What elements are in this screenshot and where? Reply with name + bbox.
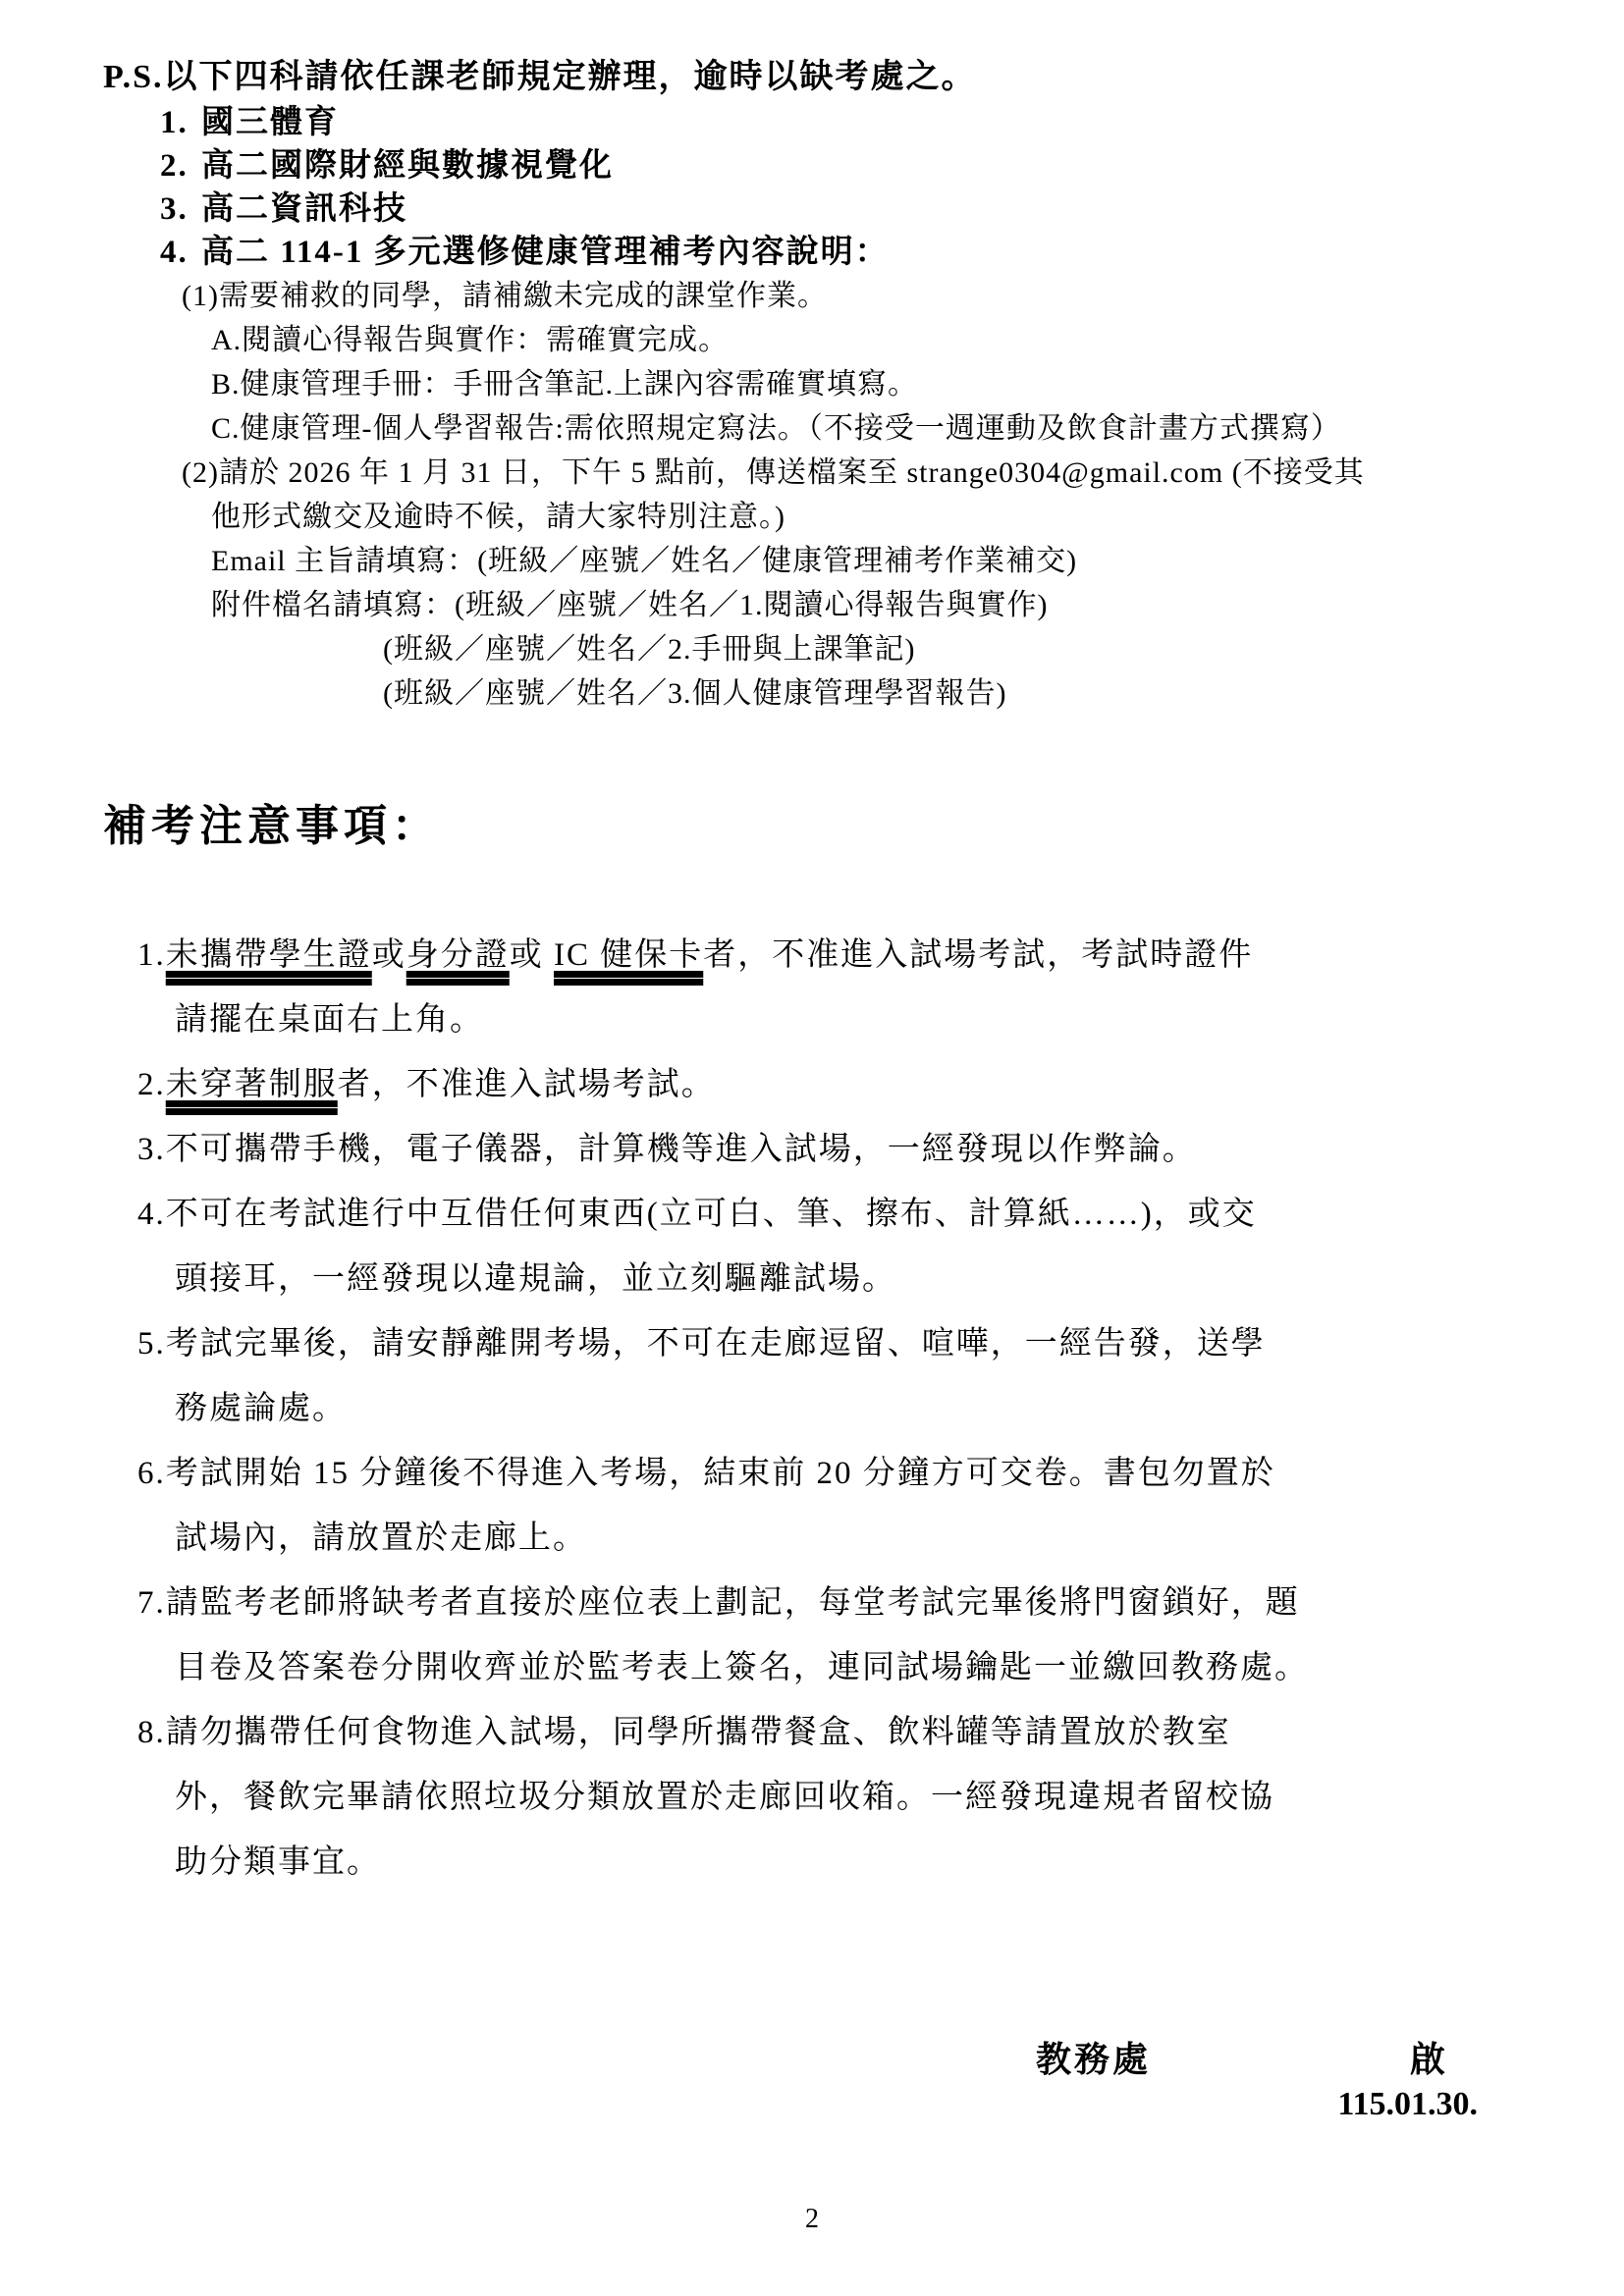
detail-line: 附件檔名請填寫：(班級／座號／姓名／1.閱讀心得報告與實作) [211, 589, 1049, 621]
detail-line: (2)請於 2026 年 1 月 31 日，下午 5 點前，傳送檔案至 strange0304@gmail.com (不接受其 [182, 456, 1365, 489]
note-text-segment: 未攜帶學生證 [165, 937, 372, 973]
footer-closing: 啟 [1409, 2040, 1448, 2079]
note-item-line [175, 1376, 1624, 1441]
footer-department: 教務處 [1036, 2040, 1152, 2079]
subject-number: 1. [160, 105, 189, 140]
note-text-segment: 不可在考試進行中互借任何東西(立可白、筆、擦布、計算紙……)，或交 [165, 1197, 1257, 1232]
note-text-segment: 者，不准進入試場考試。 [337, 1067, 716, 1102]
note-text-segment: 助分類事宜。 [175, 1844, 381, 1880]
note-text-segment: 頭接耳，一經發現以違規論，並立刻驅離試場。 [175, 1261, 896, 1297]
detail-line: (1)需要補救的同學，請補繳未完成的課堂作業。 [182, 280, 828, 312]
detail-line: B.健康管理手冊：手冊含筆記.上課內容需確實填寫。 [211, 368, 919, 400]
subject-item [160, 144, 1624, 187]
detail-line: (班級／座號／姓名／3.個人健康管理學習報告) [383, 677, 1007, 710]
note-number: 3. [137, 1132, 166, 1167]
subject-text: 高二 114-1 多元選修健康管理補考內容說明： [201, 235, 890, 270]
note-text-segment: 請擺在桌面右上角。 [175, 1002, 484, 1038]
note-item-line [175, 1506, 1624, 1571]
note-text-segment: 考試開始 15 分鐘後不得進入考場，結束前 20 分鐘方可交卷。書包勿置於 [165, 1456, 1275, 1491]
note-text-segment: 請監考老師將缺考者直接於座位表上劃記，每堂考試完畢後將門窗鎖好，題 [165, 1585, 1300, 1621]
note-item-line [137, 1117, 1624, 1182]
ps-heading: P.S.以下四科請依任課老師規定辦理，逾時以缺考處之。 [103, 59, 977, 95]
note-text-segment: 外，餐飲完畢請依照垃圾分類放置於走廊回收箱。一經發現違規者留校協 [175, 1780, 1274, 1815]
note-item-line [137, 1052, 1624, 1117]
note-item-line [175, 1247, 1624, 1311]
note-text-segment: 或 [509, 937, 554, 973]
note-number: 5. [137, 1326, 166, 1362]
note-text-segment: 者，不准進入試場考試，考試時證件 [703, 937, 1254, 973]
note-number: 7. [137, 1585, 166, 1621]
subject-number: 3. [160, 191, 189, 227]
note-text-segment: 目卷及答案卷分開收齊並於監考表上簽名，連同試場鑰匙一並繳回教務處。 [175, 1650, 1309, 1685]
note-text-segment: 未穿著制服 [165, 1067, 338, 1102]
subject-text: 高二國際財經與數據視覺化 [201, 148, 614, 184]
note-item-line [137, 1700, 1624, 1765]
notes-list [0, 923, 1624, 1895]
note-item-line [137, 1182, 1624, 1247]
subject-text: 國三體育 [201, 105, 339, 140]
subject-item [160, 101, 1624, 144]
note-number: 1. [137, 937, 166, 973]
note-text-segment: 身分證 [406, 937, 510, 973]
note-text-segment: 試場內，請放置於走廊上。 [175, 1521, 587, 1556]
detail-line: A.閱讀心得報告與實作：需確實完成。 [211, 324, 730, 356]
note-text-segment: 考試完畢後，請安靜離開考場，不可在走廊逗留、喧嘩，一經告發，送學 [165, 1326, 1266, 1362]
footer-date: 115.01.30. [1337, 2086, 1478, 2122]
note-item-line [175, 1635, 1624, 1700]
ps-detail-list [0, 274, 1624, 716]
note-text-segment: 不可攜帶手機，電子儀器，計算機等進入試場，一經發現以作弊論。 [165, 1132, 1197, 1167]
note-number: 4. [137, 1197, 166, 1232]
detail-line: Email 主旨請填寫：(班級／座號／姓名／健康管理補考作業補交) [211, 545, 1078, 577]
footer-signature [1036, 2037, 1448, 2082]
note-item-line [175, 1765, 1624, 1830]
ps-subject-list [0, 101, 1624, 274]
page-number: 2 [805, 2204, 819, 2234]
subject-text: 高二資訊科技 [201, 191, 407, 227]
note-item-line [137, 923, 1624, 988]
subject-item [160, 187, 1624, 231]
note-item-line [175, 988, 1624, 1052]
note-number: 2. [137, 1067, 166, 1102]
detail-line: 他形式繳交及逾時不候，請大家特別注意。) [211, 501, 785, 533]
detail-line: (班級／座號／姓名／2.手冊與上課筆記) [383, 633, 916, 666]
note-text-segment: 請勿攜帶任何食物進入試場，同學所攜帶餐盒、飲料罐等請置放於教室 [165, 1715, 1231, 1750]
note-number: 8. [137, 1715, 166, 1750]
note-item-line [137, 1441, 1624, 1506]
note-item-line [137, 1571, 1624, 1635]
note-item-line [175, 1830, 1624, 1895]
notes-heading: 補考注意事項： [103, 802, 440, 850]
note-item-line [137, 1311, 1624, 1376]
subject-number: 2. [160, 148, 189, 184]
detail-line: C.健康管理-個人學習報告:需依照規定寫法。（不接受一週運動及飲食計畫方式撰寫） [211, 412, 1341, 445]
subject-number: 4. [160, 235, 189, 270]
subject-item [160, 231, 1624, 274]
note-text-segment: IC 健保卡 [554, 937, 704, 973]
note-text-segment: 或 [371, 937, 406, 973]
note-number: 6. [137, 1456, 166, 1491]
note-text-segment: 務處論處。 [175, 1391, 347, 1426]
